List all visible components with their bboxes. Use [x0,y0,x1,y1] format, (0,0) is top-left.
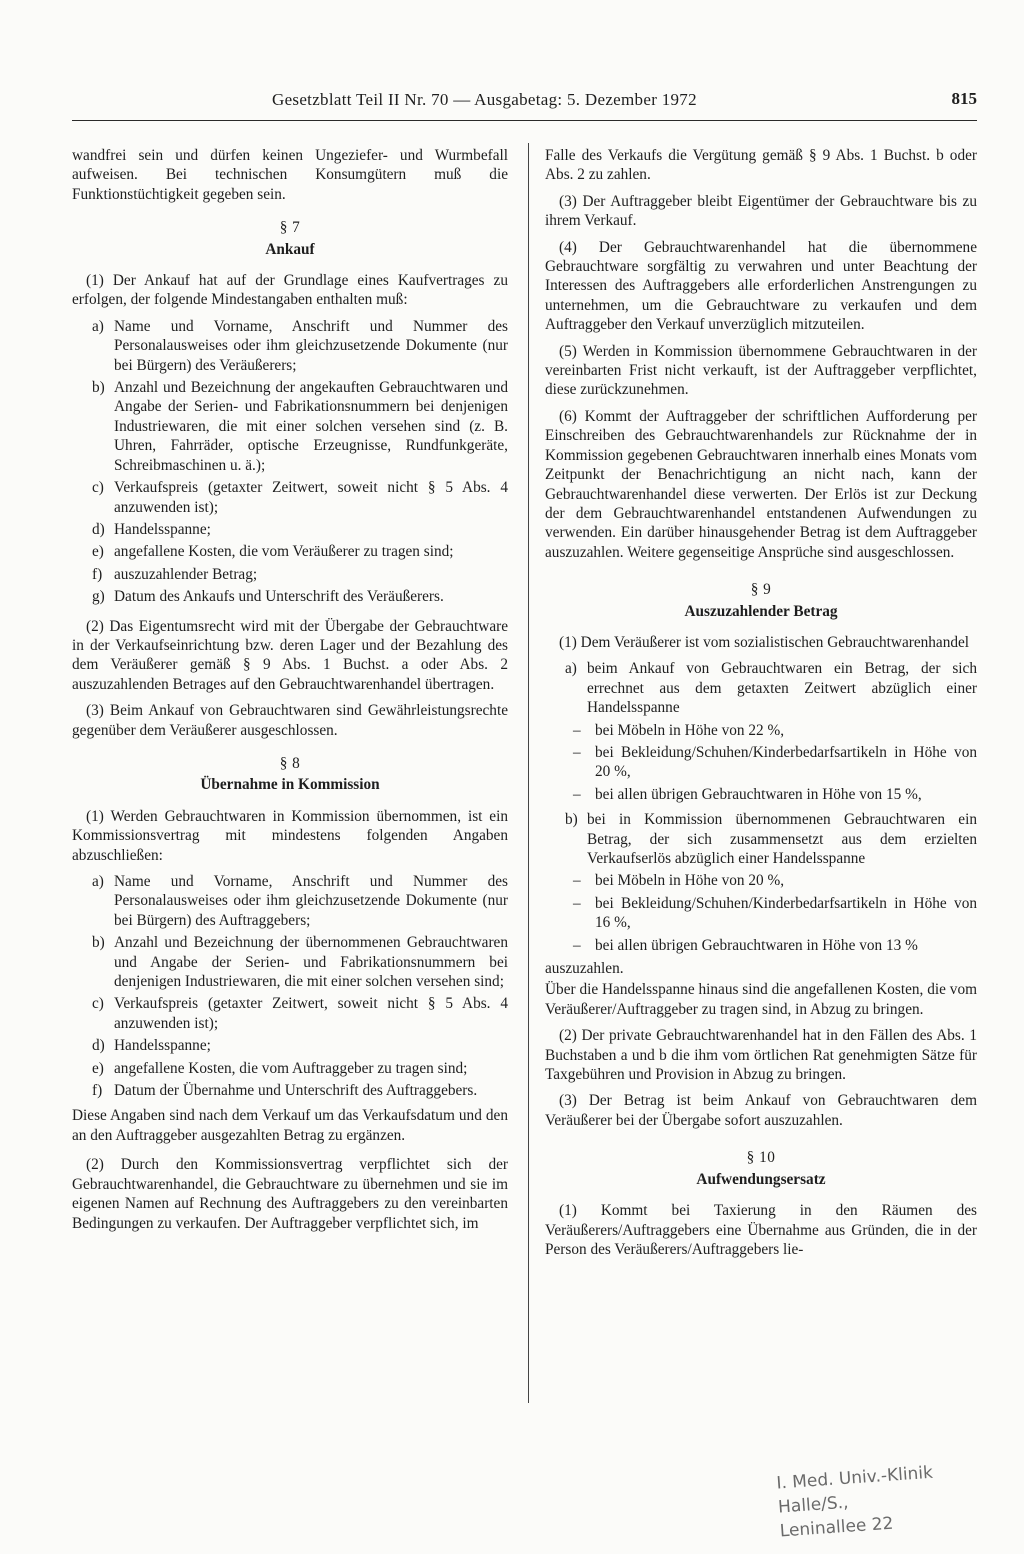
list-item: e) angefallene Kosten, die vom Auftraggeber zu tragen sind; [92,1059,468,1077]
section-9-paragraph-2: (2) Der private Gebrauchtwarenhandel hat in den Fällen des Abs. 1 Buchstaben a und b die ihm vom örtlichen Rat genehmigten Sätze für Taxgebühren und Provision in Abzug zu bringen. [545,1027,977,1084]
dash-item: – bei Bekleidung/Schuhen/Kinderbedarfsartikeln in Höhe von 16 %, [573,894,977,932]
section-9-item-a: a) beim Ankauf von Gebrauchtwaren ein Betrag, der sich errechnet aus dem getaxten Zeitwert abzüglich einer Handelsspanne [565,660,977,717]
right-column [545,146,977,1266]
section-7-title: Ankauf [265,240,315,258]
list-item: e) angefallene Kosten, die vom Veräußerer zu tragen sind; [92,543,454,561]
section-7-list [72,317,508,607]
gazette-title: Gesetzblatt Teil II Nr. 70 — Ausgabetag: 5. Dezember 1972 [272,90,697,109]
list-item: b) Anzahl und Bezeichnung der übernommenen Gebrauchtwaren und Angabe der Serien- und Fabrikationsnummern bei denjenigen Industriewaren, die mit einer solchen versehen sind; [92,934,508,991]
section-8-paragraph-1: (1) Werden Gebrauchtwaren in Kommission übernommen, ist ein Kommissionsvertrag mit mindestens folgenden Angaben abzuschließen: [72,807,508,864]
section-7-paragraph-1: (1) Der Ankauf hat auf der Grundlage eines Kaufvertrages zu erfolgen, der folgende Mindestangaben enthalten muß: [72,272,508,309]
section-8-paragraph-5: (5) Werden in Kommission übernommene Gebrauchtwaren in der vereinbarten Frist nicht verkauft, ist der Auftraggeber verpflichtet, diese zurückzunehmen. [545,342,977,399]
section-9-paragraph-1: (1) Dem Veräußerer ist vom sozialistischen Gebrauchtwarenhandel [559,633,970,651]
intro-paragraph: wandfrei sein und dürfen keinen Ungeziefer- und Wurmbefall aufweisen. Bei technischen Konsumgütern muß die Funktionstüchtigkeit gegeben sein. [72,147,508,203]
dash-item: – bei Möbeln in Höhe von 20 %, [573,872,785,890]
section-8-list [72,872,508,1100]
left-column [72,146,508,1240]
section-9-title: Auszuzahlender Betrag [684,602,838,620]
list-item: a) Name und Vorname, Anschrift und Nummer des Personalausweises oder ihm gleichzusetzende Dokumente (nur bei Bürgern) des Auftraggebers; [92,873,508,929]
list-item: g) Datum des Ankaufs und Unterschrift des Veräußerers. [92,588,444,606]
section-9-paragraph-3: (3) Der Betrag ist beim Ankauf von Gebrauchtwaren dem Veräußerer bei der Übergabe sofort auszuzahlen. [545,1092,977,1129]
list-item: b) Anzahl und Bezeichnung der angekauften Gebrauchtwaren und Angabe der Serien- und Fabrikationsnummern bei denjenigen Industriewaren, die mit einer solchen versehen sind (z. B. Uhren, Fahrräder, optische Erzeugnisse, Rundfunkgeräte, Schreibmaschinen u. ä.); [92,379,508,474]
stamp-line-1: I. Med. Univ.-Klinik [775,1462,934,1494]
list-item: c) Verkaufspreis (getaxter Zeitwert, soweit nicht § 5 Abs. 4 anzuwenden ist); [92,479,508,516]
list-item: c) Verkaufspreis (getaxter Zeitwert, soweit nicht § 5 Abs. 4 anzuwenden ist); [92,995,508,1032]
section-9-tail: auszuzahlen. [545,960,624,978]
section-10-title: Aufwendungsersatz [696,1170,826,1188]
section-8-number: § 8 [279,754,301,772]
column-divider [528,143,529,1403]
section-8-paragraph-6: (6) Kommt der Auftraggeber der schriftlichen Aufforderung per Einschreiben des Gebrauchtwarenhandels zur Rücknahme der in Kommission gegebenen Gebrauchtwaren innerhalb eines Monats vom Zeitpunkt der Benachrichtigung an nicht nach, kann der Gebrauchtwarenhandel diese verwerten. Der Erlös ist zur Deckung der dem Gebrauchtwarenhandel entstandenen Aufwendungen zu verwenden. Ein darüber hinausgehender Betrag ist dem Auftraggeber auszuzahlen. Weitere gegenseitige Ansprüche sind ausgeschlossen. [545,407,977,561]
list-item: d) Handelsspanne; [92,1037,211,1055]
section-8-paragraph-1-end: Diese Angaben sind nach dem Verkauf um das Verkaufsdatum und den an den Auftraggeber ausgezahlten Betrag zu ergänzen. [72,1107,508,1144]
section-7-number: § 7 [279,219,301,237]
list-item: f) Datum der Übernahme und Unterschrift des Auftraggebers. [92,1082,478,1100]
section-10-paragraph-1: (1) Kommt bei Taxierung in den Räumen des Veräußerers/Auftraggebers eine Übernahme aus Gründen, die in der Person des Veräußerers/Auftraggebers lie- [545,1202,977,1258]
dash-item: – bei allen übrigen Gebrauchtwaren in Höhe von 15 %, [573,785,922,803]
section-8-paragraph-2-continued: Falle des Verkaufs die Vergütung gemäß § 9 Abs. 1 Buchst. b oder Abs. 2 zu zahlen. [545,147,977,184]
section-7-paragraph-3: (3) Beim Ankauf von Gebrauchtwaren sind Gewährleistungsrechte gegenüber dem Veräußerer ausgeschlossen. [72,702,508,739]
section-9-number: § 9 [750,581,772,599]
library-stamp [776,1461,941,1544]
list-item: a) Name und Vorname, Anschrift und Nummer des Personalausweises oder ihm gleichzusetzende Dokumente (nur bei Bürgern) des Veräußerers; [92,317,508,374]
dash-item: – bei Bekleidung/Schuhen/Kinderbedarfsartikeln in Höhe von 20 %, [573,743,977,781]
section-8-paragraph-3: (3) Der Auftraggeber bleibt Eigentümer der Gebrauchtware bis zu ihrem Verkauf. [545,192,977,230]
page-number: 815 [951,89,977,108]
section-8-paragraph-4: (4) Der Gebrauchtwarenhandel hat die übernommene Gebrauchtware sorgfältig zu verwahren und unter Beachtung der Interessen des Auftraggebers alle erforderlichen Anstrengungen zu unternehmen, um die Gebrauchtware zu verkaufen und dem Auftraggeber den Verkauf unverzüglich mitzuteilen. [545,238,977,334]
section-8-title: Übernahme in Kommission [200,776,380,794]
section-9-paragraph-1-end: Über die Handelsspanne hinaus sind die angefallenen Kosten, die vom Veräußerer/Auftraggeber zu tragen sind, in Abzug zu bringen. [545,981,977,1018]
section-7-paragraph-2: (2) Das Eigentumsrecht wird mit der Übergabe der Gebrauchtware in der Verkaufseinrichtung bzw. deren Lager und der Bezahlung des dem Veräußerer gemäß § 9 Abs. 1 Buchst. a oder Abs. 2 auszuzahlenden Betrages auf den Gebrauchtwarenhandel übertragen. [72,617,508,693]
stamp-line-2: Halle/S., Leninallee 22 [777,1492,895,1542]
section-8-paragraph-2: (2) Durch den Kommissionsvertrag verpflichtet sich der Gebrauchtwarenhandel, die Gebrauchtware zu übernehmen und sie im eigenen Namen auf Rechnung des Auftraggebers zu den vereinbarten Bedingungen zu verkaufen. Der Auftraggeber verpflichtet sich, im [72,1156,508,1232]
dash-item: – bei allen übrigen Gebrauchtwaren in Höhe von 13 % [573,936,918,954]
page-header [72,86,977,121]
dash-item: – bei Möbeln in Höhe von 22 %, [573,721,785,739]
list-item: d) Handelsspanne; [92,520,211,538]
section-10-number: § 10 [746,1149,776,1167]
section-9-item-b: b) bei in Kommission übernommenen Gebrauchtwaren ein Betrag, der sich zusammensetzt aus dem erzielten Verkaufserlös abzüglich einer Handelsspanne [565,811,977,867]
list-item: f) auszuzahlender Betrag; [92,565,258,583]
